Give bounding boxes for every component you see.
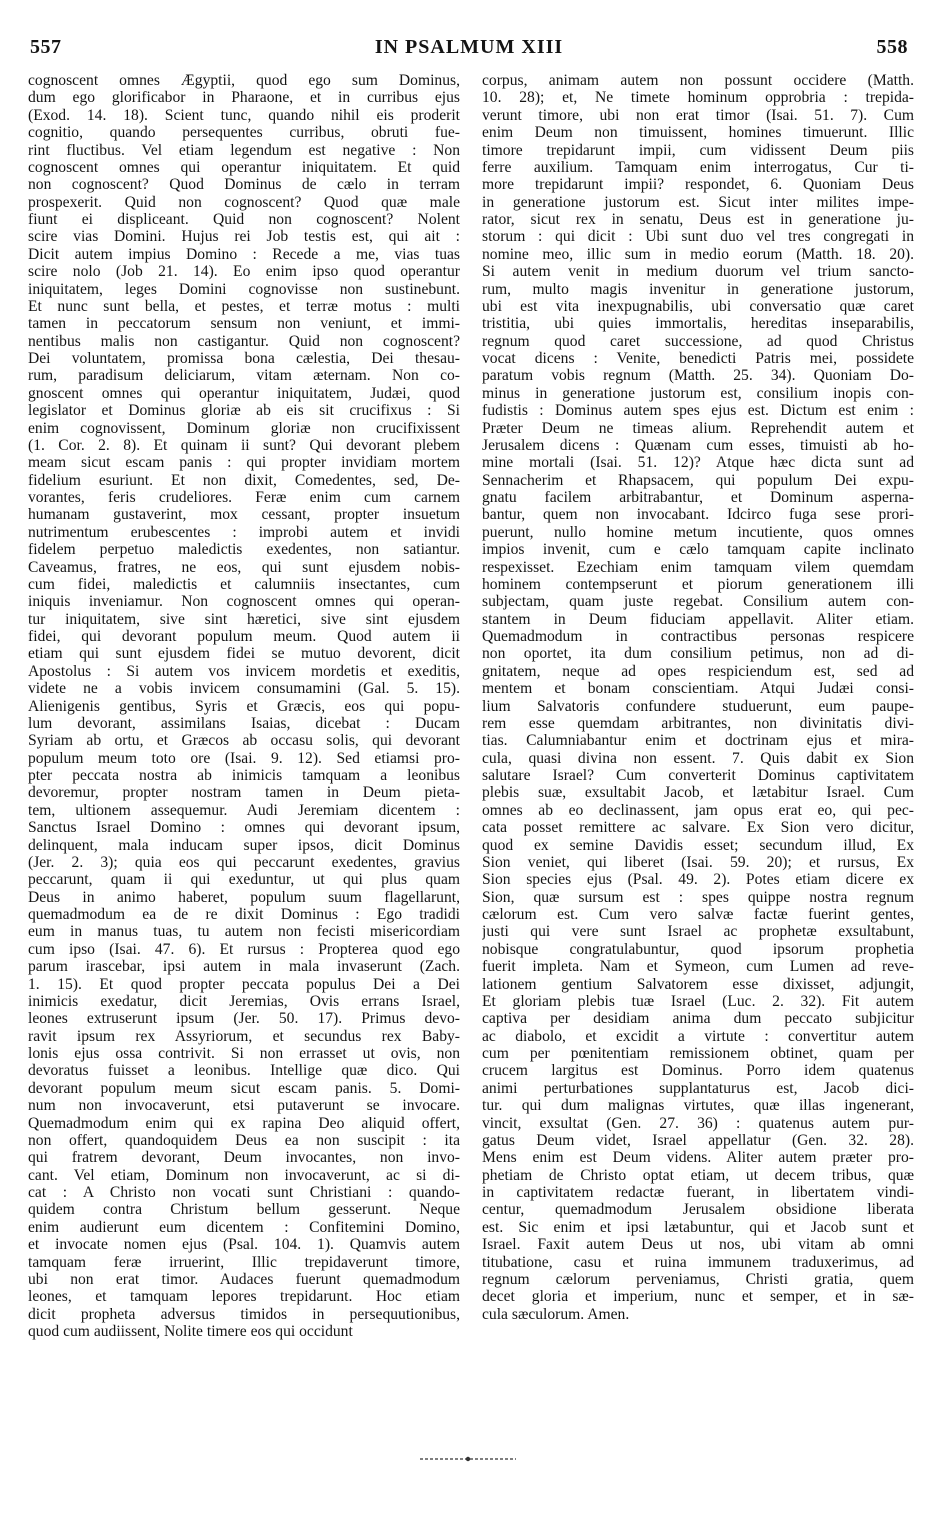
right-column-line: titubatione, casu et ruina immunem traduxerimus, ad [482, 1253, 914, 1271]
right-column-line: rator, sicut rex in senatu, Deus est in generatione ju- [482, 211, 914, 228]
left-column-line: cognitio, quando persequentes curribus, obruti fue- [28, 124, 460, 142]
right-column-line: cula sæculorum. Amen. [482, 1305, 630, 1323]
right-column-line: minus in generatione justorum est, consilium inopis con- [482, 384, 914, 402]
right-column-line: fuerit impleta. Nam et Symeon, cum Lumen ad reve- [482, 958, 914, 976]
right-column-line: justi qui vere sunt Israel ac prophetæ exsultabunt, [482, 923, 914, 941]
left-column-line: quemadmodum ea de re dixit Dominus : Ego tradidi [28, 906, 460, 923]
left-column-line: leones, et tamquam lepores trepidarunt. Hoc etiam [28, 1288, 460, 1306]
right-column-line: puerunt, nullo homine metum incutiente, quos omnes [482, 523, 914, 541]
left-column-line: Et nunc sunt bella, et pestes, et terræ motus : multi [28, 297, 460, 315]
right-column-line: lium Salvatoris confundere studuerunt, eum paupe- [482, 697, 914, 715]
right-column-line: non oportet, ita dum consilium petimus, non ad di- [482, 645, 914, 663]
left-column-line: prospexerit. Quid non cognoscent? Quod quæ male [28, 193, 460, 211]
right-column-line: Sion veniet, qui liberet (Isai. 59. 20); et rursus, Ex [482, 853, 914, 871]
left-column-line: tem, ultionem assequemur. Audi Jeremiam dicentem : [28, 801, 460, 819]
right-column-line: storum : qui dicit : Ubi sunt duo vel tres congregati in [482, 228, 914, 246]
right-column-line: tur. qui dum malignas virtutes, quæ illas ingenerant, [482, 1097, 914, 1115]
right-column-line: fudistis : Dominus autem spes ejus est. Dictum est enim : [482, 402, 914, 420]
right-column-line: verunt timore, ubi non erat timor (Isai. 51. 7). Cum [482, 106, 914, 124]
left-column-line: lum devorant, assimilans Isaias, dicebat : Ducam [28, 714, 460, 732]
left-column-line: et invocate nomen ejus (Psal. 104. 1). Quamvis autem [28, 1236, 460, 1254]
right-column-line: mentem et bonam conscientiam. Atqui Judæi consi- [482, 680, 914, 698]
right-column-line: plebis suæ, exsultabit Jacob, et lætabitur Israel. Cum [482, 784, 914, 802]
left-column-line: scire nolo (Job 21. 14). Eo enim ipso quod operantur [28, 263, 460, 281]
left-column-line: vorantes, feris crudeliores. Feræ enim cum carnem [28, 489, 460, 506]
right-column-line: nomine meo, illic sum in medio eorum (Matth. 18. 20). [482, 245, 914, 263]
right-column-line: ac diabolo, et excidit a virtute : convertitur autem [482, 1027, 914, 1045]
left-column-line: Caveamus, fratres, ne eos, qui sunt ejusdem nobis- [28, 558, 460, 576]
left-column-line: fiunt ei displiceant. Quid non cognoscent? Nolent [28, 211, 460, 228]
right-column-line: impios invenit, cum e cælo tamquam capite inclinato [482, 541, 914, 559]
left-column-line: peccarunt, quam ii qui exeduntur, ut qui plus quam [28, 871, 460, 889]
left-column-line: Deus in animo haberet, populum suum flagellarunt, [28, 888, 460, 906]
right-column-line: Sennacherim et Rhapsacem, qui populum Dei expu- [482, 471, 914, 489]
left-column-line: tamquam feræ irruerint, Illic trepidaverunt timore, [28, 1253, 460, 1271]
left-column-line: non offert, quandoquidem Deus ea non suscipit : ita [28, 1131, 460, 1149]
right-column-line: Jerusalem dicens : Quænam cum esses, timuisti ab ho- [482, 436, 914, 454]
left-column-line: cognoscent omnes Ægyptii, quod ego sum Dominus, [28, 72, 460, 89]
right-column-line: animi perturbationes supplantaturus est, Jacob dici- [482, 1079, 914, 1097]
right-column-line: stantem in Deum fiduciam appellavit. Aliter etiam. [482, 610, 914, 628]
right-column-line: centur, quemadmodum Jerusalem obsidione liberata [482, 1201, 914, 1219]
right-column-line: gnatu facilem arbitrabantur, et Dominum asperna- [482, 489, 914, 506]
right-column-line: tias. Calumniabantur enim et doctrinam ejus et mira- [482, 732, 914, 750]
right-column-line: regnum quod caret successione, ad quod Christus [482, 332, 914, 350]
left-column-line: ravit ipsum rex Assyriorum, et secundus rex Baby- [28, 1027, 460, 1045]
page-number-left: 557 [30, 35, 62, 58]
end-ornament [418, 1455, 518, 1463]
left-column-line: videte ne a vobis invicem consumamini (Gal. 5. 15). [28, 680, 460, 698]
right-column-line: subjectam, quam juste regebat. Consilium autem con- [482, 593, 914, 611]
right-column-line: rem esse quemdam arbitrantes, non divinitatis divi- [482, 714, 914, 732]
right-column-line: respexisset. Ezechiam enim tamquam vilem quemdam [482, 558, 914, 576]
left-column-line: lonis ejus ossa contrivit. Si non errasset ut ovis, non [28, 1045, 460, 1062]
left-column-line: (1. Cor. 2. 8). Et quinam ii sunt? Qui devorant plebem [28, 436, 460, 454]
left-column-line: ubi non erat timor. Audaces fuerunt quemadmodum [28, 1270, 460, 1288]
left-column-line: scire vias Domini. Hujus rei Job testis est, qui ait : [28, 228, 460, 246]
right-column-line: decet gloria et imperium, nunc et semper, et in sæ- [482, 1288, 914, 1306]
left-column-line: cat : A Christo non vocati sunt Christiani : quando- [28, 1184, 460, 1201]
left-column-line: cum fidei, maledictis et calumniis insectantes, cum [28, 575, 460, 593]
left-column-line: 1. 15). Et quod propter peccata populus Dei a Dei [28, 975, 460, 993]
left-column-line: humanam gustaverint, mox cessant, propter insuetum [28, 506, 460, 524]
left-column-line: leones extruserunt ipsum (Jer. 50. 17). Primus devo- [28, 1010, 460, 1028]
right-column-line: omnes ab eo declinassent, jam opus erat eo, qui pec- [482, 801, 914, 819]
right-column-line: hominem contempserunt et piorum generationem illi [482, 575, 914, 593]
right-column-line: Sion, quæ sursum est : spes quippe nostra regnum [482, 888, 914, 906]
right-column-line: ubi est vita inexpugnabilis, ubi conversatio quæ caret [482, 297, 914, 315]
right-column-line: tristitia, ubi quies immortalis, hereditas inseparabilis, [482, 315, 914, 333]
left-column-line: gnoscent omnes qui operantur iniquitatem, Judæi, quod [28, 384, 460, 402]
right-column-line: nobisque congratulabuntur, quod ipsorum prophetia [482, 940, 914, 958]
left-column-line: Quemadmodum enim qui ex rapina Deo aliquid offert, [28, 1114, 460, 1132]
right-column-line: gnitatem, neque ad opes respiciendum est, sed ad [482, 662, 914, 680]
left-column-line: Apostolus : Si autem vos invicem mordetis et exeditis, [28, 662, 460, 680]
left-column-line: meam sicut escam panis : qui propter invidiam mortem [28, 454, 460, 472]
left-column-line: inimicis exedatur, dicit Jeremias, Ovis errans Israel, [28, 992, 460, 1010]
left-column-line: nutrimentum erubescentes : improbi autem et invidi [28, 523, 460, 541]
right-column-line: vocat dicens : Venite, benedicti Patris mei, possidete [482, 350, 914, 367]
left-column-line: Sanctus Israel Domino : omnes qui devorant ipsum, [28, 819, 460, 837]
left-column-line: rum, paradisum deliciarum, vitam æternam. Non co- [28, 367, 460, 385]
page-number-right: 558 [876, 35, 908, 58]
left-column-line: (Exod. 14. 18). Scient tunc, quando nihil eis proderit [28, 106, 460, 124]
left-column-line: Syriam ab ortu, et Græcos ab occasu solis, qui devorant [28, 732, 460, 750]
left-column-line: cant. Vel etiam, Dominum non invocaverunt, ac si di- [28, 1166, 460, 1184]
running-header [30, 36, 908, 58]
right-column-line: timore trepidarunt impii, cum vidissent Deum piis [482, 141, 914, 159]
right-column-line: Et gloriam plebis tuæ Israel (Luc. 2. 32). Fit autem [482, 992, 914, 1010]
right-column-line: cum per pœnitentiam remissionem obtinet, quam per [482, 1045, 914, 1062]
right-column-line: in generatione justorum est. Sicut inter milites impe- [482, 193, 914, 211]
right-column-line: crucem largitus est Dominus. Porro idem quatenus [482, 1062, 914, 1080]
left-column-line: iniquitatem, leges Domini cognovisse non sustinebunt. [28, 280, 460, 298]
left-column-line: dicit propheta adversus timidos in persequutionibus, [28, 1305, 460, 1323]
left-column-line: enim audierunt eum dicentem : Confitemini Domino, [28, 1218, 460, 1236]
right-column-line: lationem gentium Salvatorem esse dixisset, adjungit, [482, 975, 914, 993]
right-column-line: more trepidarunt impii? respondet, 6. Quoniam Deus [482, 176, 914, 194]
left-column-line: (Jer. 2. 3); quia eos qui peccarunt exedentes, gravius [28, 853, 460, 871]
right-column-line: captiva per desidiam anima dum peccato subjicitur [482, 1010, 914, 1028]
right-column-line: Sion species ejus (Psal. 49. 2). Potes etiam dicere ex [482, 871, 914, 889]
right-column-line: Israel. Faxit autem Deus ut nos, ubi vitam ab omni [482, 1236, 914, 1254]
left-column-line: legislator et Dominus gloriæ ab eis sit crucifixus : Si [28, 402, 460, 420]
right-column-line: vincit, exsultat (Gen. 27. 36) : quatenus autem pur- [482, 1114, 914, 1132]
left-column-line: devoratus fuisset a leonibus. Intellige quæ dico. Qui [28, 1062, 460, 1080]
left-column-line: Alienigenis gentibus, Syris et Græcis, eos qui popu- [28, 697, 460, 715]
right-column-line: corpus, animam autem non possunt occidere (Matth. [482, 72, 914, 89]
left-column-line: parum irascebar, ipsi autem in mala invaserunt (Zach. [28, 958, 460, 976]
left-column-line: etiam qui sunt ejusdem fidei se mutuo devorent, dicit [28, 645, 460, 663]
right-column-line: mine mortali (Isai. 51. 12)? Atque hæc dicta sunt ad [482, 454, 914, 472]
right-column-line: bantur, quem non invocabant. Idcirco fuga sese prori- [482, 506, 914, 524]
left-column-line: Dei voluntatem, promissa bona cælestia, Dei thesau- [28, 350, 460, 367]
right-column-line: paratum vobis regnum (Matth. 25. 34). Quoniam Do- [482, 367, 914, 385]
right-column-line: Præter Deum ne timeas alium. Reprehendit autem et [482, 419, 914, 437]
left-column-line: delinquent, mala inducam super ipsos, dicit Dominus [28, 836, 460, 854]
left-column-line: tur iniquitatem, sive sint hæretici, sive sint ejusdem [28, 610, 460, 628]
left-column-line: fidelium esuriunt. Et non dixit, Comedentes, sed, De- [28, 471, 460, 489]
left-column-line: qui fratrem devorant, Deum invocantes, non invo- [28, 1149, 460, 1167]
left-column-line: quidem contra Christum bellum gesserunt. Neque [28, 1201, 460, 1219]
right-column-line: cula, quasi divina non essent. 7. Quis dabit ex Sion [482, 749, 914, 767]
left-column-line: tamen in peccatorum sensum non veniunt, et immi- [28, 315, 460, 333]
left-column-line: non cognoscent? Quod Dominus de cælo in terram [28, 176, 460, 194]
left-column-line: Dicit autem impius Domino : Recede a me, vias tuas [28, 245, 460, 263]
left-column-line: iniquis inveniamur. Non cognoscent omnes qui operan- [28, 593, 460, 611]
right-column-line: Si autem venit in medium duorum vel trium sancto- [482, 263, 914, 281]
right-column-line: ferre auxilium. Tamquam enim interrogatus, Cur ti- [482, 158, 914, 176]
right-column-line: in captivitatem redactæ fuerant, in libertatem vindi- [482, 1184, 914, 1201]
right-column-line: salutare Israel? Cum converterit Dominus captivitatem [482, 767, 914, 784]
left-column-line: nentibus malis non castigantur. Quid non cognoscent? [28, 332, 460, 350]
right-column-line: 10. 28); et, Ne timete hominum opprobria : trepida- [482, 89, 914, 107]
left-column-line: devoremur, propter nostram tamen in Deum pieta- [28, 784, 460, 802]
left-column-line: cum ipso (Isai. 47. 6). Et rursus : Propterea quod ego [28, 940, 460, 958]
left-column-line: fidei, qui devorant populum meum. Quod autem ii [28, 628, 460, 645]
right-column-line: cata posset remittere ac salvare. Ex Sion vero dicitur, [482, 819, 914, 837]
left-column-line: enim cognovissent, Dominum gloriæ non crucifixissent [28, 419, 460, 437]
left-column-line: devorant populum meum sicut escam panis. 5. Domi- [28, 1079, 460, 1097]
left-column [28, 72, 460, 1417]
left-column-line: pter peccata nostra ab inimicis tamquam a leonibus [28, 767, 460, 784]
right-column-line: gatus Deum videt, Israel appellatur (Gen. 32. 28). [482, 1131, 914, 1149]
left-column-line: cognoscent omnes qui operantur iniquitatem. Et quid [28, 158, 460, 176]
right-column-line: rum, multo magis invenitur in generatione justorum, [482, 280, 914, 298]
right-column-line: enim Deum non timuissent, homines timuerunt. Illic [482, 124, 914, 142]
right-column-line: Quemadmodum in contractibus personas respicere [482, 628, 914, 645]
right-column [482, 72, 914, 1392]
running-title: IN PSALMUM XIII [374, 35, 564, 58]
right-column-line: cælorum est. Cum vero salvæ factæ fuerint gentes, [482, 906, 914, 923]
left-column-line: quod cum audiissent, Nolite timere eos qui occidunt [28, 1323, 353, 1340]
left-column-line: populum meum toto ore (Isai. 9. 12). Sed etiamsi pro- [28, 749, 460, 767]
right-column-line: phetiam de Christo optat etiam, ut decem tribus, quæ [482, 1166, 914, 1184]
right-column-line: regnum cælorum perveniamus, Christi gratia, quem [482, 1270, 914, 1288]
left-column-line: rint fluctibus. Vel etiam legendum est negative : Non [28, 141, 460, 159]
right-column-line: Mens enim est Deum videns. Aliter autem præter pro- [482, 1149, 914, 1167]
right-column-line: est. Sic enim et ipsi lætabuntur, qui et Jacob sunt et [482, 1218, 914, 1236]
left-column-line: fidelem perpetuo maledictis exedentes, non satiantur. [28, 541, 460, 559]
left-column-line: eum in manus tuas, tu autem non fecisti misericordiam [28, 923, 460, 941]
left-column-line: dum ego glorificabor in Pharaone, et in curribus ejus [28, 89, 460, 107]
right-column-line: quod ex semine Davidis esset; secundum illud, Ex [482, 836, 914, 854]
left-column-line: num non invocaverunt, etsi putaverunt se invocare. [28, 1097, 460, 1115]
